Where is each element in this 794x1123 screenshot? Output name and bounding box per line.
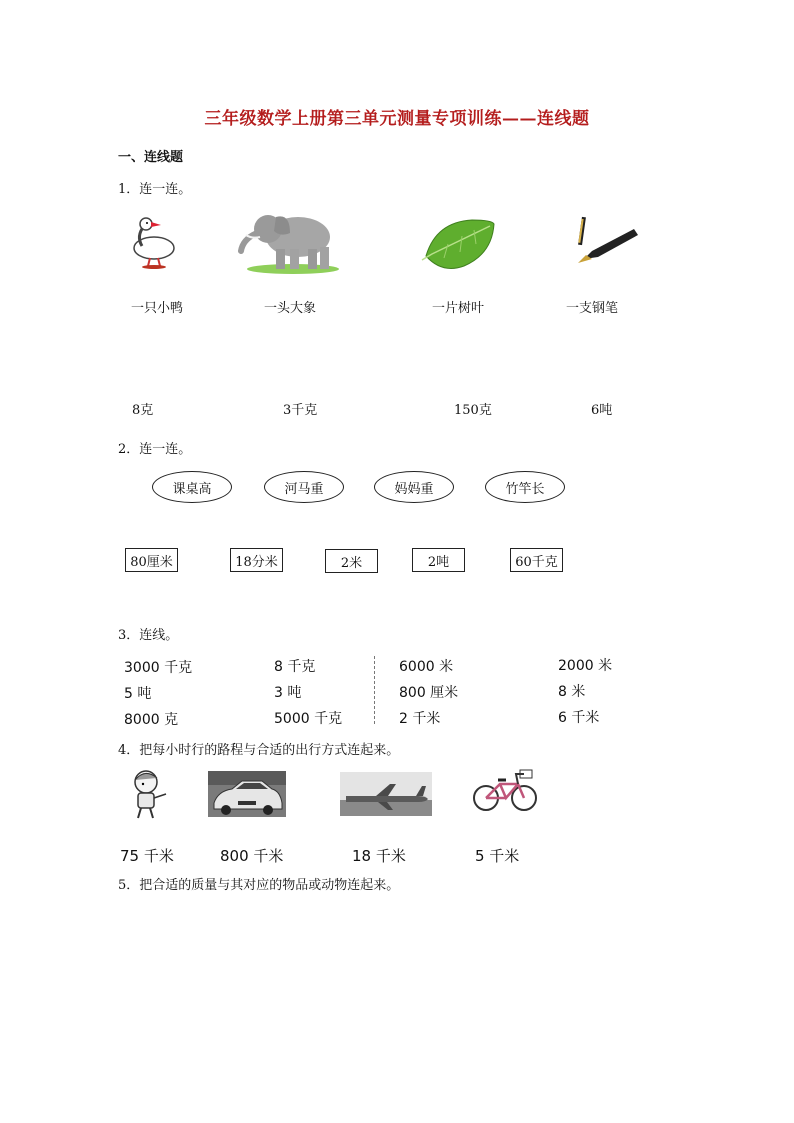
q4-distance-4: 5 千米 — [475, 847, 520, 865]
walking-child-image — [126, 768, 172, 820]
box-2m: 2米 — [325, 549, 378, 573]
q1-weight-4: 6吨 — [591, 403, 613, 418]
q3-right2-item-3: 6 千米 — [558, 710, 600, 726]
oval-mom-weight: 妈妈重 — [374, 471, 454, 503]
q3-divider — [374, 656, 375, 724]
q3-left2-item-1: 8 千克 — [274, 659, 316, 675]
box-60kg: 60千克 — [510, 548, 563, 572]
q4-distance-3: 18 千米 — [352, 847, 406, 865]
box-18dm: 18分米 — [230, 548, 283, 572]
q1-weight-2: 3千克 — [283, 403, 318, 418]
question-4-label: 4．把每小时行的路程与合适的出行方式连起来。 — [118, 743, 400, 758]
oval-bamboo-length: 竹竿长 — [485, 471, 565, 503]
q1-item-elephant: 一头大象 — [264, 301, 317, 316]
q3-left1-item-3: 8000 克 — [124, 712, 179, 728]
q1-item-leaf: 一片树叶 — [432, 301, 485, 316]
q4-distance-1: 75 千米 — [120, 847, 174, 865]
section-heading: 一、连线题 — [118, 150, 184, 165]
q3-right1-item-1: 6000 米 — [399, 659, 454, 675]
question-1-label: 1．连一连。 — [118, 182, 192, 197]
q3-left1-item-2: 5 吨 — [124, 686, 152, 702]
car-image — [208, 771, 286, 817]
q3-right2-item-1: 2000 米 — [558, 658, 613, 674]
oval-hippo-weight: 河马重 — [264, 471, 344, 503]
q1-weight-3: 150克 — [454, 403, 492, 418]
q3-right2-item-2: 8 米 — [558, 684, 586, 700]
page-title: 三年级数学上册第三单元测量专项训练——连线题 — [204, 109, 590, 129]
duck-image — [128, 212, 182, 272]
box-80cm: 80厘米 — [125, 548, 178, 572]
question-3-label: 3．连线。 — [118, 628, 179, 643]
question-5-label: 5．把合适的质量与其对应的物品或动物连起来。 — [118, 878, 400, 893]
q3-left2-item-2: 3 吨 — [274, 685, 302, 701]
oval-desk-height: 课桌高 — [152, 471, 232, 503]
bicycle-image — [472, 768, 538, 814]
q3-left2-item-3: 5000 千克 — [274, 711, 343, 727]
q3-right1-item-3: 2 千米 — [399, 711, 441, 727]
pen-image — [574, 215, 642, 265]
question-2-label: 2．连一连。 — [118, 442, 192, 457]
q1-item-pen: 一支钢笔 — [566, 301, 619, 316]
q1-item-duck: 一只小鸭 — [131, 301, 184, 316]
q4-distance-2: 800 千米 — [220, 847, 284, 865]
q1-weight-1: 8克 — [132, 403, 154, 418]
airplane-image — [340, 772, 432, 816]
box-2t: 2吨 — [412, 548, 465, 572]
leaf-image — [418, 214, 498, 276]
elephant-image — [238, 205, 340, 275]
q3-right1-item-2: 800 厘米 — [399, 685, 459, 701]
q3-left1-item-1: 3000 千克 — [124, 660, 193, 676]
